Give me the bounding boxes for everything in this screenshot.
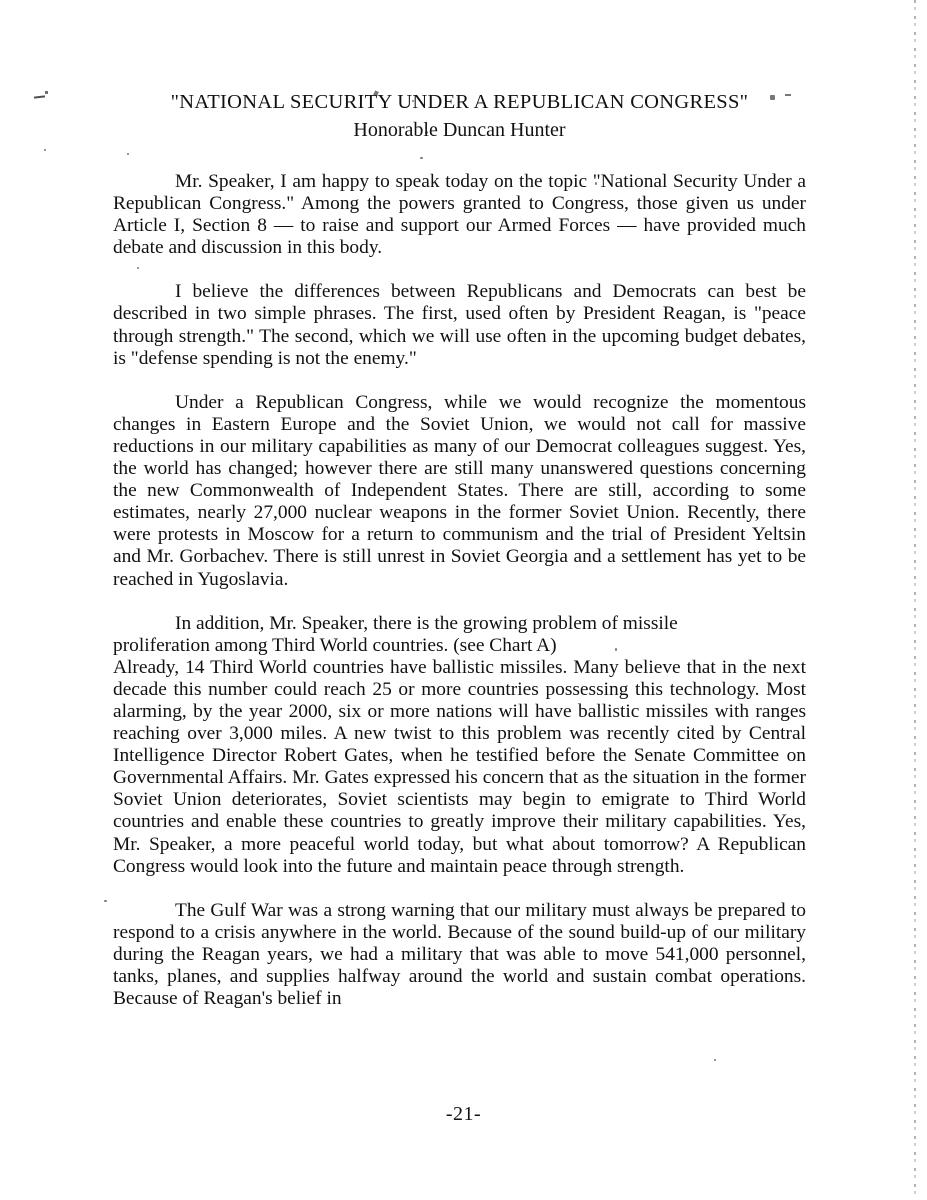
document-body [113,171,806,1010]
title-block [113,90,806,143]
paragraph-soviet-union: Under a Republican Congress, while we would recognize the momentous changes in Eastern Europe and the Soviet Union, we would not call for massive reductions in our military capabilities as many of our Democrat colleagues suggest. Yes, the world has changed; however there are still many unanswered questions concerning the new Commonwealth of Independent States. There are still, according to some estimates, nearly 27,000 nuclear weapons in the former Soviet Union. Recently, there were protests in Moscow for a return to communism and the trial of President Yeltsin and Mr. Gorbachev. There is still unrest in Soviet Georgia and a settlement has yet to be reached in Yugoslavia. [113,391,806,590]
page-number: -21- [445,1103,482,1125]
paragraph-missile-proliferation-body: Already, 14 Third World countries have ballistic missiles. Many believe that in the next decade this number could reach 25 or more countries possessing this technology. Most alarming, by the year 2000, six or more nations will have ballistic missiles with ranges reaching over 3,000 miles. A new twist to this problem was recently cited by Central Intelligence Director Robert Gates, when he testified before the Senate Committee on Governmental Affairs. Mr. Gates expressed his concern that as the situation in the former Soviet Union deteriorates, Soviet scientists may begin to emigrate to Third World countries and enable these countries to greatly improve their military capabilities. Yes, Mr. Speaker, a more peaceful world today, but what about tomorrow? A Republican Congress would look into the future and maintain peace through strength. [113,656,806,877]
speaker-attribution: Honorable Duncan Hunter [353,119,566,141]
paragraph-gulf-war: The Gulf War was a strong warning that our military must always be prepared to respond to a crisis anywhere in the world. Because of the sound build-up of our military during the Reagan years, we had a military that was able to move 541,000 personnel, tanks, planes, and supplies halfway around the world and sustain combat operations. Because of Reagan's belief in [113,899,806,1010]
scan-speck-artifact [714,1059,716,1061]
scan-speck-artifact [34,95,45,98]
scan-speck-artifact [104,900,107,902]
paragraph-chart-reference-line: proliferation among Third World countries. (see Chart A) [113,634,557,656]
page-title: "NATIONAL SECURITY UNDER A REPUBLICAN CONGRESS" [170,91,749,113]
paragraph-missile-proliferation [113,613,806,878]
paragraph-lead-in-line: In addition, Mr. Speaker, there is the growing problem of missile [175,612,678,634]
paragraph-differences: I believe the differences between Republicans and Democrats can best be described in two simple phrases. The first, used often by President Reagan, is "peace through strength." The second, which we will use often in the upcoming budget debates, is "defense spending is not the enemy." [113,281,806,369]
document-content-column [113,0,806,1010]
scan-speck-artifact [45,91,48,94]
scan-edge-artifact [914,0,916,1200]
paragraph-opening-remarks: Mr. Speaker, I am happy to speak today on the topic "National Security Under a Republican Congress." Among the powers granted to Congress, those given us under Article I, Section 8 — to raise and support our Armed Forces — have provided much debate and discussion in this body. [113,171,806,259]
scan-speck-artifact [44,149,46,151]
